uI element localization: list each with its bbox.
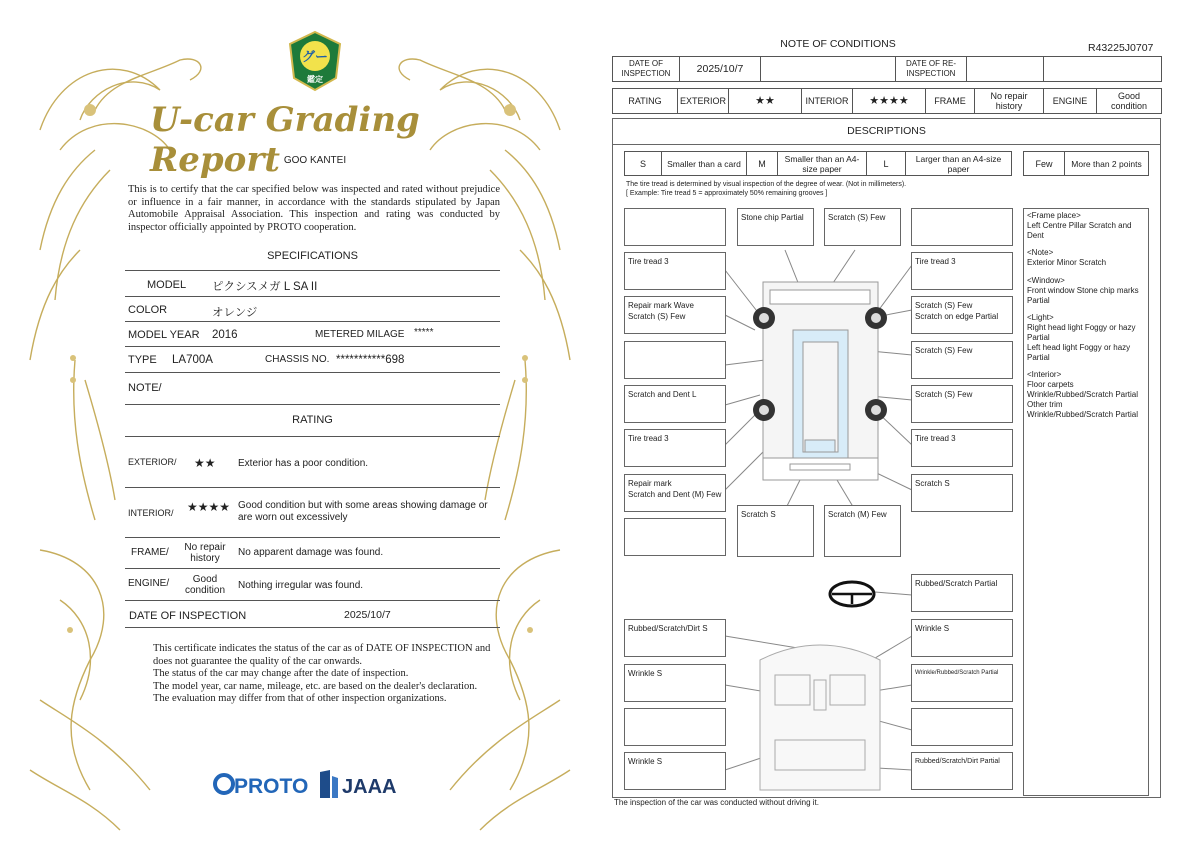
engine-label: ENGINE/ [128,578,170,589]
condition-box: Wrinkle S [624,752,726,790]
condition-box: Wrinkle S [911,619,1013,657]
interior-description: Good condition but with some areas showing damage or are worn out excessively [238,500,488,523]
condition-box: Scratch (S) Few [911,385,1013,423]
mileage-value: ***** [414,327,434,338]
exterior-label: EXTERIOR [678,89,729,114]
condition-box: Tire tread 3 [911,252,1013,290]
color-value: オレンジ [212,307,258,319]
note-line: <Frame place> [1027,211,1081,220]
legend-s: S [625,152,662,176]
sheet-title: NOTE OF CONDITIONS [780,38,896,50]
legend-m-desc: Smaller than an A4-size paper [778,152,867,176]
divider [125,404,500,405]
frame-description: No apparent damage was found. [238,547,384,558]
note-line: Other trim Wrinkle/Rubbed/Scratch Partial [1027,399,1139,419]
legend-s-desc: Smaller than a card [662,152,747,176]
svg-text:グー: グー [301,50,329,65]
legend-l-desc: Larger than an A4-size paper [906,152,1012,176]
date-reinspection-label: DATE OF RE-INSPECTION [896,57,967,82]
legend-few-desc: More than 2 points [1065,152,1149,176]
note-line: Left Centre Pillar Scratch and Dent [1027,220,1132,240]
condition-box: Tire tread 3 [624,429,726,467]
engine-label: ENGINE [1044,89,1097,114]
condition-box [911,208,1013,246]
engine-value: Good condition [184,574,226,596]
divider [125,627,500,628]
model-value: ピクシスメガ L SA II [212,281,318,293]
note-line [1027,362,1145,370]
disclaimer-line: This certificate indicates the status of the car as of DATE OF INSPECTION and does not guarantee the quality of the car onwards. [153,643,491,667]
engine-description: Nothing irregular was found. [238,580,364,591]
note-line: Left head light Foggy or hazy Partial [1027,342,1131,362]
model-label: MODEL [147,279,187,291]
condition-box: Scratch (S) Few Scratch on edge Partial [911,296,1013,334]
date-inspection-label: DATE OF INSPECTION [613,57,680,82]
note-line: <Interior> [1027,370,1062,380]
specifications-heading: SPECIFICATIONS [267,250,358,262]
condition-sheet [600,0,1200,848]
footer-logos [212,768,402,807]
divider [125,537,500,538]
condition-box [624,208,726,246]
divider [125,372,500,373]
report-title: U-car Grading Report [150,100,420,180]
certificate-disclaimer [153,643,493,706]
legend-l: L [867,152,906,176]
engine-value: Good condition [1097,89,1162,114]
chassis-value: ***********698 [336,354,405,366]
condition-box: Repair mark Scratch and Dent (M) Few [624,474,726,512]
car-top-view [763,282,878,480]
steering-wheel-icon [830,582,874,606]
interior-diagram [760,645,880,790]
condition-box [624,341,726,379]
rating-heading: RATING [292,414,333,426]
reference-number: R43225J0707 [1088,42,1154,54]
divider [125,436,500,437]
mileage-label: METERED MILAGE [315,329,405,340]
note-line: Front window Stone chip marks Partial [1027,285,1139,305]
proto-jaaa-logo [212,768,402,802]
condition-box [911,708,1013,746]
condition-box: Scratch S [911,474,1013,512]
exterior-label: EXTERIOR/ [128,457,177,467]
frame-value: No repair history [184,542,226,564]
condition-box: Scratch (S) Few [911,341,1013,379]
exterior-description: Exterior has a poor condition. [238,458,369,469]
note-line: <Window> [1027,275,1065,285]
certification-statement: This is to certify that the car specified below was inspected and rated without prejudice or influence in a fair manner, in accordance with the standards stipulated by Japan Automobile Appraisal Association. This inspection and rating was conducted by inspector officially appointed by PROTO cooperation. [128,184,500,233]
model-year-label: MODEL YEAR [128,329,200,341]
interior-label: INTERIOR/ [128,508,174,518]
disclaimer-line: The status of the car may change after the date of inspection. [153,668,409,679]
sheet-footer: The inspection of the car was conducted without driving it. [614,798,819,807]
note-line [1027,240,1145,248]
divider [125,568,500,569]
divider [125,600,500,601]
interior-label: INTERIOR [802,89,853,114]
condition-box [624,708,726,746]
divider [125,321,500,322]
color-label: COLOR [128,304,168,316]
condition-box: Repair mark Wave Scratch (S) Few [624,296,726,334]
condition-box: Rubbed/Scratch/Dirt S [624,619,726,657]
goo-kantei-logo [286,30,344,92]
rating-label: RATING [613,89,678,114]
chassis-label: CHASSIS NO. [265,354,330,365]
frame-label: FRAME/ [131,547,169,558]
condition-box: Tire tread 3 [624,252,726,290]
legend-m: M [747,152,778,176]
jaaa-logo-text: JAAA [342,776,397,798]
type-value: LA700A [172,354,213,366]
note-line: Right head light Foggy or hazy Partial [1027,323,1136,342]
interior-stars: ★★★★ [187,500,231,514]
interior-stars: ★★★★ [853,89,926,114]
proto-logo-text: PROTO [234,775,309,798]
date-label: DATE OF INSPECTION [129,610,247,622]
condition-box: Scratch (M) Few [824,505,901,557]
frame-value: No repair history [975,89,1044,114]
condition-notes [1023,208,1149,796]
descriptions-heading: DESCRIPTIONS [612,118,1161,145]
model-year-value: 2016 [212,329,238,341]
legend-few: Few [1024,152,1065,176]
divider [125,270,500,271]
frame-label: FRAME [926,89,975,114]
condition-box [624,518,726,556]
divider [125,296,500,297]
condition-box: Rubbed/Scratch Partial [911,574,1013,612]
disclaimer-line: The evaluation may differ from that of other inspection organizations. [153,693,447,704]
condition-box: Wrinkle/Rubbed/Scratch Partial [911,664,1013,702]
condition-box: Stone chip Partial [737,208,814,246]
date-inspection-value: 2025/10/7 [680,57,761,82]
condition-box: Wrinkle S [624,664,726,702]
tire-note-line: [ Example: Tire tread 5 = approximately 50% remaining grooves ] [626,190,828,197]
note-line: <Light> [1027,313,1054,323]
condition-box: Rubbed/Scratch/Dirt Partial [911,752,1013,790]
type-label: TYPE [128,354,157,366]
note-line: <Note> [1027,248,1054,258]
report-subtitle: GOO KANTEI [283,155,347,166]
condition-box: Scratch and Dent L [624,385,726,423]
condition-box: Tire tread 3 [911,429,1013,467]
note-line [1027,305,1145,313]
note-line: Floor carpets Wrinkle/Rubbed/Scratch Partial [1027,380,1139,399]
note-label: NOTE/ [128,382,162,394]
tire-note-line: The tire tread is determined by visual inspection of the degree of wear. (Not in millimeters). [626,181,907,188]
condition-box: Scratch S [737,505,814,557]
exterior-stars: ★★ [194,456,216,470]
condition-box: Scratch (S) Few [824,208,901,246]
disclaimer-line: The model year, car name, mileage, etc. are based on the dealer's declaration. [153,680,478,692]
divider [125,487,500,488]
svg-text:鑑定: 鑑定 [307,75,323,84]
note-line [1027,268,1145,276]
divider [125,346,500,347]
note-line: Exterior Minor Scratch [1027,258,1107,268]
exterior-stars: ★★ [729,89,802,114]
date-value: 2025/10/7 [344,609,391,621]
